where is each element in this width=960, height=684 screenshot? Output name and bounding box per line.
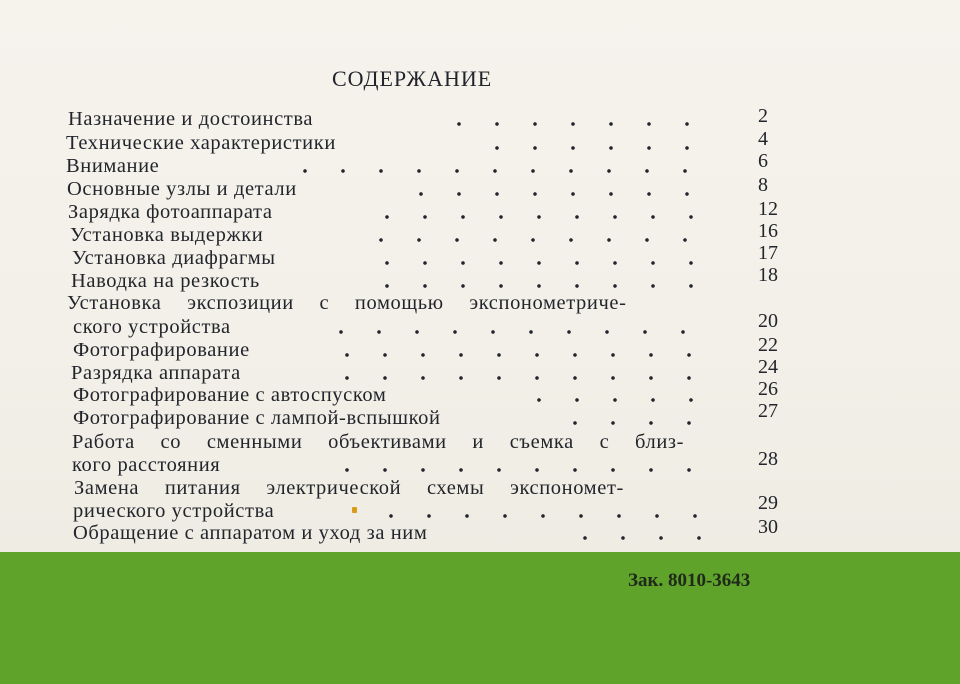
toc-entry-line [70, 224, 263, 246]
toc-page-number: 6 [758, 150, 768, 172]
toc-page-number: 20 [758, 310, 778, 332]
toc-entry-line [73, 316, 231, 338]
toc-entry-line [72, 431, 684, 453]
dot-leader [440, 122, 704, 126]
toc-page-number: 2 [758, 105, 768, 127]
dot-leader [328, 353, 704, 357]
toc-entry-text: кого расстояния [72, 454, 221, 476]
toc-page-number: 22 [758, 334, 778, 356]
toc-page-number: 28 [758, 448, 778, 470]
toc-page-number: 24 [758, 356, 778, 378]
dot-leader [372, 514, 704, 518]
toc-entry-line [73, 407, 441, 429]
dot-leader [362, 238, 704, 242]
toc-title: СОДЕРЖАНИЕ [332, 66, 493, 91]
toc-entry-line [71, 270, 260, 292]
toc-entry-line [73, 384, 386, 406]
toc-entry-line [73, 339, 250, 361]
dot-leader [368, 261, 704, 265]
toc-page-number: 27 [758, 400, 778, 422]
toc-page-number: 26 [758, 378, 778, 400]
toc-entry-text: Фотографирование [73, 339, 250, 361]
dot-leader [520, 398, 704, 402]
toc-entry-text: Установка выдержки [70, 224, 264, 246]
toc-page-number: 16 [758, 220, 778, 242]
toc-entry-text: Установка экспозиции с помощью экспонометриче- [67, 292, 627, 314]
toc-entry-line [66, 132, 336, 154]
toc-page-number: 8 [758, 174, 768, 196]
dot-leader [368, 215, 704, 219]
toc-entry-line [71, 362, 241, 384]
toc-entry-line [68, 201, 273, 223]
dot-leader [556, 421, 704, 425]
toc-entry-line [72, 247, 276, 269]
dot-leader [402, 192, 704, 196]
ink-speck [352, 507, 357, 513]
dot-leader [328, 376, 704, 380]
dot-leader [478, 146, 704, 150]
dot-leader [286, 169, 704, 173]
toc-entry-text: Работа со сменными объективами и съемка с близ- [72, 431, 685, 453]
toc-entry-line [67, 292, 627, 314]
toc-entry-line [72, 454, 220, 476]
toc-entry-text: Зарядка фотоаппарата [68, 201, 273, 223]
toc-entry-text: Фотографирование с автоспуском [73, 384, 387, 406]
toc-entry-line [73, 522, 427, 544]
toc-entry-line [68, 108, 313, 130]
toc-entry-text: Назначение и достоинства [68, 108, 314, 130]
toc-entry-line [67, 178, 297, 200]
toc-page-number: 12 [758, 198, 778, 220]
toc-entry-text: Замена питания электрической схемы экспономет- [74, 477, 624, 499]
dot-leader [566, 536, 704, 540]
toc-entry-text: Технические характеристики [66, 132, 336, 154]
toc-entry-text: Разрядка аппарата [71, 362, 241, 384]
toc-entry-text: Наводка на резкость [71, 270, 260, 292]
order-code: Зак. 8010-3643 [628, 570, 751, 591]
toc-page-number: 30 [758, 516, 778, 538]
dot-leader [368, 284, 704, 288]
toc-page-number: 4 [758, 128, 768, 150]
toc-entry-text: ского устройства [73, 316, 231, 338]
toc-entry-text: Установка диафрагмы [72, 247, 276, 269]
toc-entry-line [74, 477, 624, 499]
toc-page-number: 29 [758, 492, 778, 514]
dot-leader [328, 468, 704, 472]
toc-page-number: 18 [758, 264, 778, 286]
toc-entry-text: Внимание [66, 155, 160, 177]
toc-entry-line [73, 500, 274, 522]
toc-entry-line [66, 155, 159, 177]
toc-entry-text: Фотографирование с лампой-вспышкой [73, 407, 441, 429]
green-footer-band [0, 552, 960, 684]
toc-entry-text: Основные узлы и детали [67, 178, 297, 200]
toc-page-number: 17 [758, 242, 778, 264]
dot-leader [322, 330, 704, 334]
toc-entry-text: Обращение с аппаратом и уход за ним [73, 522, 428, 544]
toc-entry-text: рического устройства [73, 500, 275, 522]
